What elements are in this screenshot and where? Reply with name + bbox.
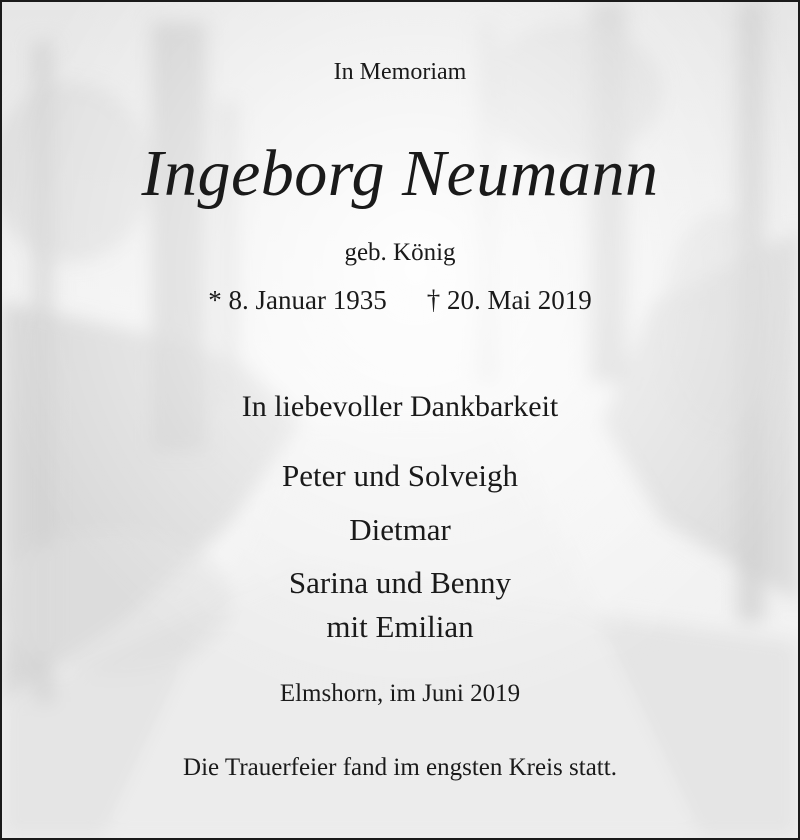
in-memoriam-heading: In Memoriam bbox=[333, 59, 467, 85]
life-dates bbox=[2, 285, 798, 316]
mourner-line: Sarina und Benny bbox=[288, 565, 512, 600]
notice-text bbox=[2, 2, 798, 838]
birth-date: * 8. Januar 1935 bbox=[208, 285, 387, 315]
place-date: Elmshorn, im Juni 2019 bbox=[279, 680, 521, 707]
funeral-note: Die Trauerfeier fand im engsten Kreis statt. bbox=[183, 754, 617, 781]
mourner-line: Peter und Solveigh bbox=[282, 458, 518, 493]
mourner-line: Dietmar bbox=[349, 512, 451, 547]
deceased-name: Ingeborg Neumann bbox=[141, 137, 659, 210]
maiden-name: geb. König bbox=[344, 239, 456, 266]
death-date: † 20. Mai 2019 bbox=[426, 285, 592, 315]
mourner-line: mit Emilian bbox=[326, 609, 474, 644]
gratitude-line: In liebevoller Dankbarkeit bbox=[241, 390, 559, 423]
